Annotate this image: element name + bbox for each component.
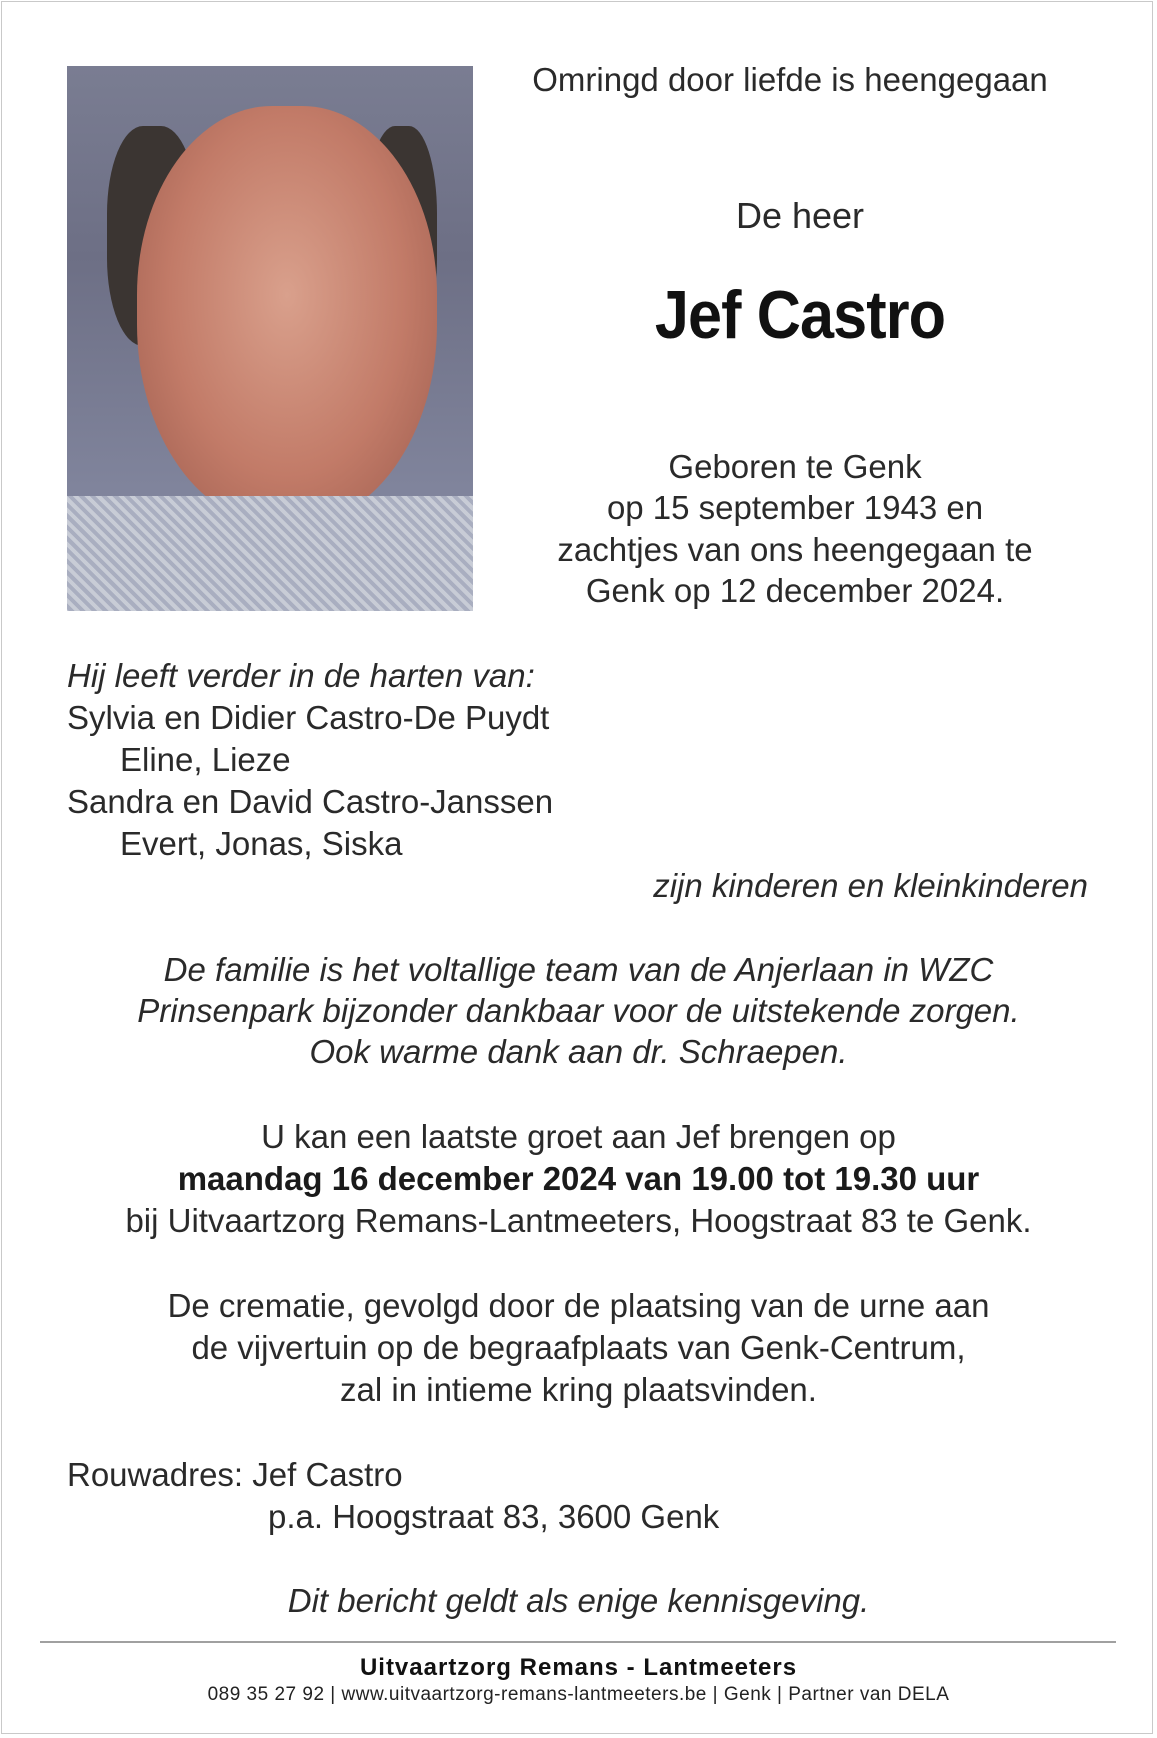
birth-line-1: Geboren te Genk <box>668 448 922 485</box>
notice-text: Dit bericht geldt als enige kennisgeving. <box>287 1582 870 1619</box>
cremation-line-1: De crematie, gevolgd door de plaatsing van de urne aan <box>167 1287 990 1324</box>
thanks-line-3: Ook warme dank aan dr. Schraepen. <box>309 1033 848 1070</box>
footer-divider <box>40 1641 1116 1643</box>
visit-line-1: U kan een laatste groet aan Jef brengen op <box>261 1118 896 1155</box>
address-line-1: Rouwadres: Jef Castro <box>67 1456 403 1493</box>
visit-date-time: maandag 16 december 2024 van 19.00 tot 19.30 uur <box>177 1160 980 1197</box>
birth-line-2: op 15 september 1943 en <box>606 489 984 526</box>
footer-company-name: Uitvaartzorg Remans - Lantmeeters <box>359 1654 798 1681</box>
portrait-shirt <box>67 496 473 611</box>
thanks-line-2: Prinsenpark bijzonder dankbaar voor de uitstekende zorgen. <box>137 992 1020 1029</box>
cremation-line-3: zal in intieme kring plaatsvinden. <box>340 1371 817 1408</box>
family-line-2: Eline, Lieze <box>120 741 291 778</box>
birth-line-4: Genk op 12 december 2024. <box>585 572 1005 609</box>
visit-line-3: bij Uitvaartzorg Remans-Lantmeeters, Hoogstraat 83 te Genk. <box>125 1202 1032 1239</box>
family-line-3: Sandra en David Castro-Janssen <box>67 783 554 820</box>
address-line-2: p.a. Hoogstraat 83, 3600 Genk <box>268 1498 720 1535</box>
title-prefix: De heer <box>735 195 865 236</box>
family-heading: Hij leeft verder in de harten van: <box>67 657 535 694</box>
portrait-face <box>137 106 437 526</box>
intro-text: Omringd door liefde is heengegaan <box>532 61 1048 98</box>
portrait-photo <box>67 66 473 611</box>
family-line-4: Evert, Jonas, Siska <box>120 825 403 862</box>
deceased-name: Jef Castro <box>654 277 946 353</box>
footer-contact-info: 089 35 27 92 | www.uitvaartzorg-remans-lantmeeters.be | Genk | Partner van DELA <box>207 1684 950 1705</box>
cremation-line-2: de vijvertuin op de begraafplaats van Genk-Centrum, <box>191 1329 966 1366</box>
family-line-1: Sylvia en Didier Castro-De Puydt <box>67 699 550 736</box>
thanks-line-1: De familie is het voltallige team van de Anjerlaan in WZC <box>163 951 994 988</box>
family-relation: zijn kinderen en kleinkinderen <box>653 867 1088 904</box>
birth-line-3: zachtjes van ons heengegaan te <box>557 531 1033 568</box>
